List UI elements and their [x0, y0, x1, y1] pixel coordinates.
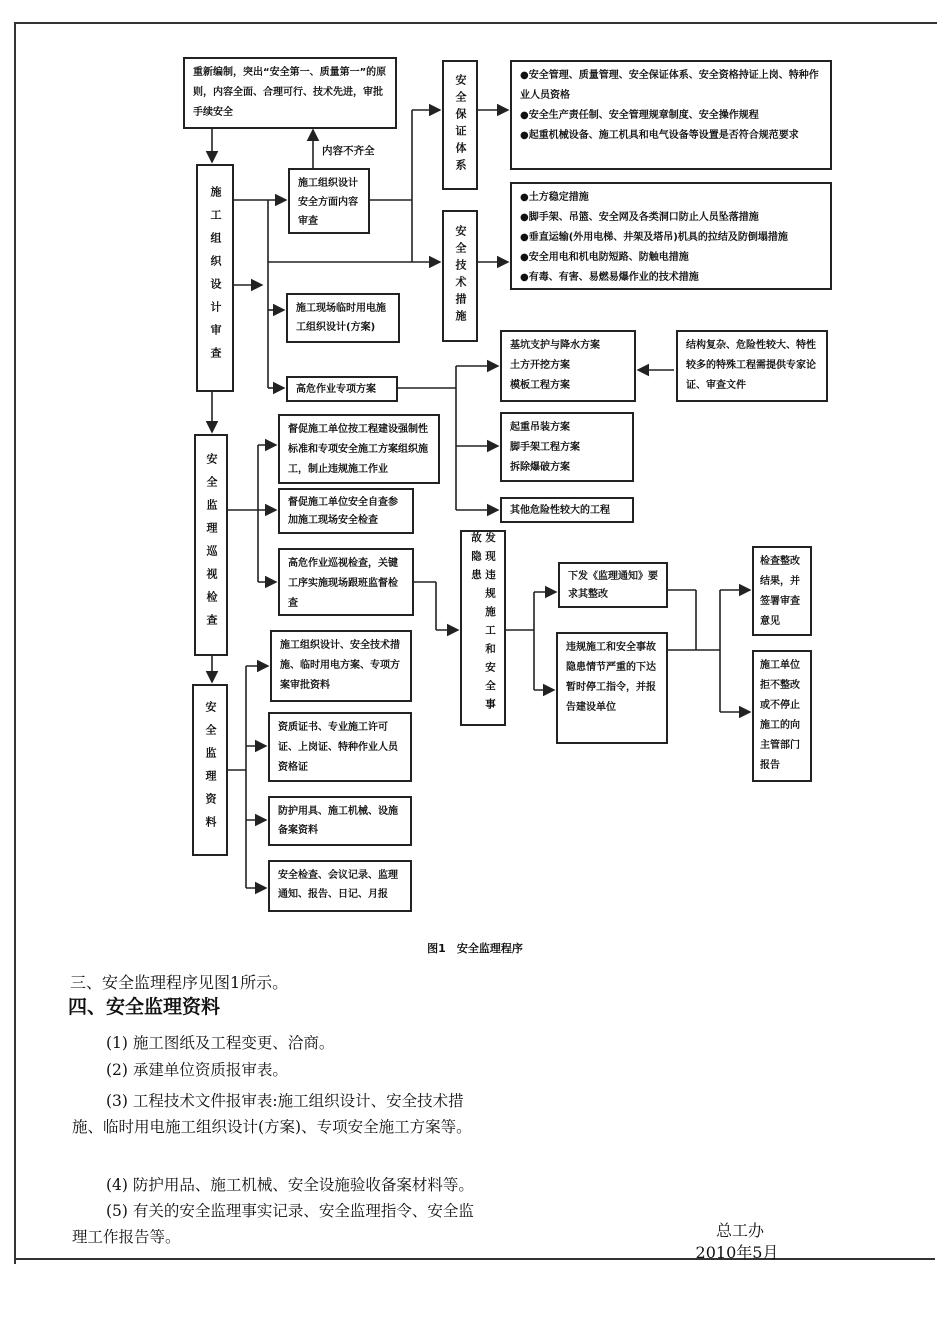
signature-department: 总工办: [715, 1221, 764, 1240]
tech-item: ●土方稳定措施: [520, 192, 589, 203]
section-4-heading: 四、安全监理资料: [68, 996, 221, 1018]
data-approval-box: 施工组织设计、安全技术措施、临时用电方案、专项方案审批资料: [270, 630, 412, 702]
list-item: (4) 防护用品、施工机械、安全设施验收备案材料等。: [106, 1176, 474, 1194]
tech-items-box: [510, 182, 832, 290]
tech-item: ●有毒、有害、易燃易爆作业的技术措施: [520, 272, 699, 283]
data-column: 安全监理资料: [192, 684, 228, 856]
list-item: (1) 施工图纸及工程变更、洽商。: [106, 1034, 335, 1052]
tech-item: ●垂直运输(外用电梯、井架及塔吊)机具的拉结及防倒塌措施: [520, 232, 788, 243]
data-equipment-box: 防护用具、施工机械、设施备案资料: [268, 796, 412, 846]
notice-box: 下发《监理通知》要求其整改: [558, 562, 668, 608]
safety-aspect-box: 施工组织设计安全方面内容审查: [288, 168, 370, 234]
guarantee-item: ●起重机械设备、施工机具和电气设备等设置是否符合规范要求: [520, 130, 799, 141]
plan-item: 土方开挖方案: [510, 360, 570, 371]
check-result-box: 检查整改结果，并签署审查意见: [752, 546, 812, 636]
data-certificate-box: 资质证书、专业施工许可证、上岗证、特种作业人员资格证: [268, 712, 412, 782]
tech-item: ●脚手架、吊篮、安全网及各类洞口防止人员坠落措施: [520, 212, 759, 223]
plan-item: 起重吊装方案: [510, 422, 570, 433]
guarantee-system-box: 安全保证体系: [442, 60, 478, 190]
guarantee-items-box: [510, 60, 832, 170]
found-issue-box: 发现违规施工和安全事故隐患: [460, 530, 506, 726]
inspect-highrisk-box: 高危作业巡视检查，关键工序实施现场跟班监督检查: [278, 548, 414, 616]
stop-work-box: 违规施工和安全事故隐患情节严重的下达暂时停工指令，并报告建设单位: [556, 632, 668, 744]
top-requirement-box: 重新编制，突出“安全第一、质量第一”的原则，内容全面、合理可行、技术先进，审批手续安全: [183, 57, 397, 129]
expert-review-box: 结构复杂、危险性较大、特性较多的特殊工程需提供专家论证、审查文件: [676, 330, 828, 402]
plan-item: 脚手架工程方案: [510, 442, 580, 453]
tech-item: ●安全用电和机电防短路、防触电措施: [520, 252, 689, 263]
review-column: 施工组织设计审查: [196, 164, 234, 392]
inspect-selfcheck-box: 督促施工单位安全自查参加施工现场安全检查: [278, 488, 414, 534]
plan-group-1: [500, 330, 636, 402]
section-3-text: 三、安全监理程序见图1所示。: [70, 973, 289, 992]
list-item: (5) 有关的安全监理事实记录、安全监理指令、安全监理工作报告等。: [72, 1202, 474, 1246]
tech-measures-box: 安全技术措施: [442, 210, 478, 342]
signature-date: 2010年5月: [695, 1243, 779, 1262]
plan-item: 基坑支护与降水方案: [510, 340, 600, 351]
plan-group-3: 其他危险性较大的工程: [500, 497, 634, 523]
plan-group-2: [500, 412, 634, 482]
inspection-column: 安全监理巡视检查: [194, 434, 228, 656]
data-records-box: 安全检查、会议记录、监理通知、报告、日记、月报: [268, 860, 412, 912]
high-risk-plan-box: 高危作业专项方案: [286, 376, 398, 402]
plan-item: 模板工程方案: [510, 380, 570, 391]
temp-power-box: 施工现场临时用电施工组织设计(方案): [286, 293, 400, 343]
list-item: (2) 承建单位资质报审表。: [106, 1061, 288, 1079]
guarantee-item: ●安全生产责任制、安全管理规章制度、安全操作规程: [520, 110, 759, 121]
inspect-standards-box: 督促施工单位按工程建设强制性标准和专项安全施工方案组织施工，制止违规施工作业: [278, 414, 440, 484]
report-authority-box: 施工单位拒不整改或不停止施工的向主管部门报告: [752, 650, 812, 782]
figure-caption: 图1 安全监理程序: [427, 942, 523, 955]
incomplete-label: 内容不齐全: [322, 145, 375, 157]
guarantee-item: ●安全管理、质量管理、安全保证体系、安全资格持证上岗、特种作业人员资格: [520, 70, 819, 101]
plan-item: 拆除爆破方案: [510, 462, 570, 473]
list-item: (3) 工程技术文件报审表:施工组织设计、安全技术措施、临时用电施工组织设计(方案)、专项安全施工方案等。: [72, 1092, 472, 1136]
